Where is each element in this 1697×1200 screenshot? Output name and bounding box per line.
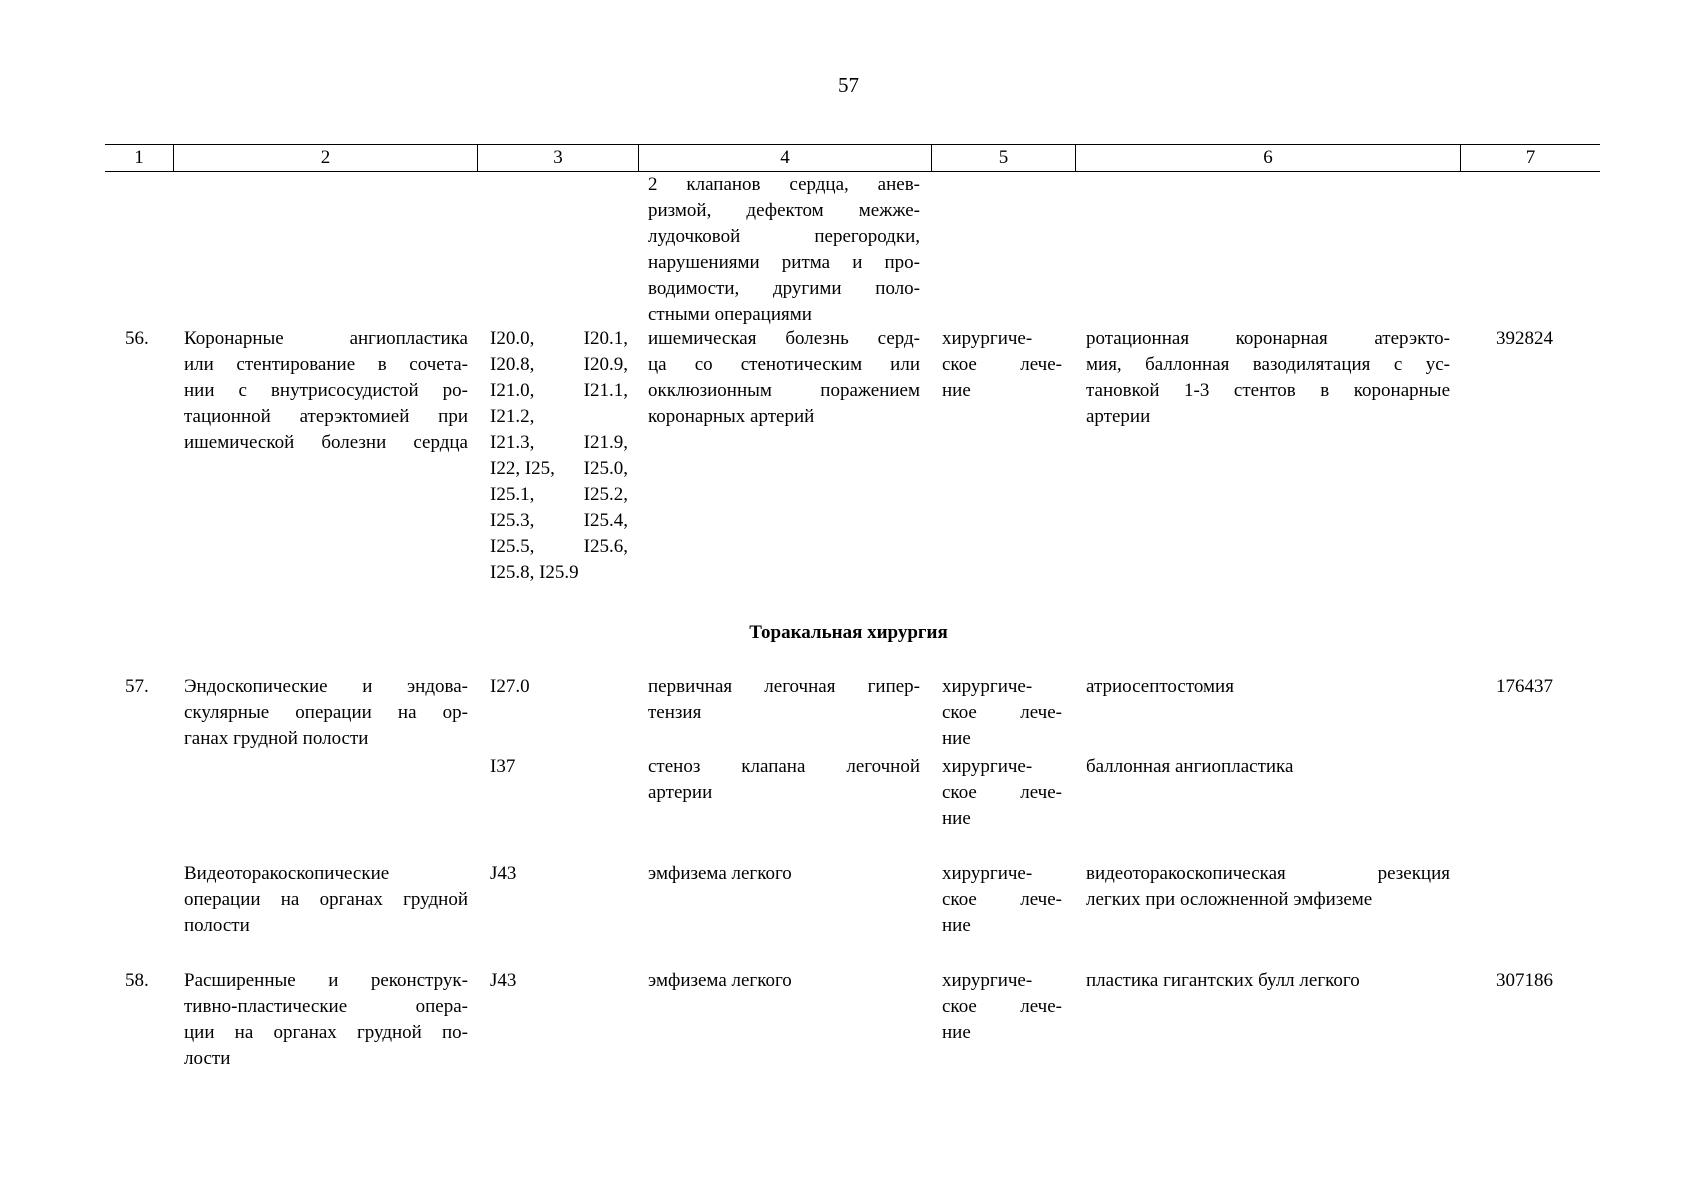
text-line: первичная легочная гипер- — [648, 676, 920, 697]
text-line: ца со стенотическим или — [648, 354, 920, 375]
care-type-name — [184, 326, 468, 456]
icd-code: J43 — [490, 970, 517, 991]
column-header-6: 6 — [1263, 147, 1273, 168]
text-line: ишемической болезни сердца — [184, 432, 468, 453]
text-line: легких при осложненной эмфиземе — [1086, 889, 1373, 910]
row-number: 56. — [125, 328, 149, 349]
text-line: ишемическая болезнь серд- — [648, 328, 920, 349]
text-line: стными операциями — [648, 304, 812, 325]
text-line: тационной атерэктомией при — [184, 406, 468, 427]
column-header-2: 2 — [320, 147, 331, 168]
code-line: I20.8, I20.9, — [490, 354, 628, 375]
treatment-type — [942, 861, 1062, 939]
code-line: I21.3, I21.9, — [490, 432, 628, 453]
care-type-name — [184, 861, 468, 939]
cost-value: 307186 — [1496, 970, 1553, 991]
text-line: Эндоскопические и эндова- — [184, 676, 468, 697]
text-line: ции на органах грудной по- — [184, 1022, 468, 1043]
text-line: хирургиче- — [942, 328, 1033, 349]
text-line: ние — [942, 380, 971, 401]
care-type-name — [184, 968, 468, 1072]
code-line: I20.0, I20.1, — [490, 328, 628, 349]
text-line: скулярные операции на ор- — [184, 702, 468, 723]
text-line: лости — [184, 1048, 231, 1069]
patient-model: эмфизема легкого — [648, 970, 792, 991]
text-line: хирургиче- — [942, 676, 1033, 697]
icd-code: I27.0 — [490, 676, 530, 697]
treatment-type — [942, 326, 1062, 404]
code-line: I25.5, I25.6, — [490, 536, 628, 557]
text-line: ние — [942, 915, 971, 936]
text-line: ское лече- — [942, 782, 1062, 803]
row-number: 57. — [125, 676, 149, 697]
text-line: тивно-пластические опера- — [184, 996, 468, 1017]
treatment-type — [942, 674, 1062, 752]
page-number: 57 — [838, 73, 859, 97]
text-line: ние — [942, 728, 971, 749]
section-heading: Торакальная хирургия — [749, 622, 948, 643]
code-line: I22, I25, I25.0, — [490, 458, 628, 479]
code-line: I25.3, I25.4, — [490, 510, 628, 531]
cost-value: 392824 — [1496, 328, 1553, 349]
text-line: полости — [184, 915, 250, 936]
text-line: ское лече- — [942, 354, 1062, 375]
row-number: 58. — [125, 970, 149, 991]
treatment-method: баллонная ангиопластика — [1086, 756, 1294, 777]
column-header-3: 3 — [553, 147, 563, 168]
icd-code: J43 — [490, 863, 517, 884]
text-line: ское лече- — [942, 702, 1062, 723]
patient-model — [648, 754, 920, 806]
patient-model: эмфизема легкого — [648, 863, 792, 884]
text-line: стеноз клапана легочной — [648, 756, 920, 777]
code-line: I25.8, I25.9 — [490, 562, 579, 583]
text-line: хирургиче- — [942, 756, 1033, 777]
text-line: Коронарные ангиопластика — [184, 328, 468, 349]
text-line: хирургиче- — [942, 863, 1033, 884]
text-line: операции на органах грудной — [184, 889, 468, 910]
text-line: водимости, другими поло- — [648, 278, 920, 299]
treatment-method — [1086, 326, 1450, 430]
text-line: ское лече- — [942, 889, 1062, 910]
column-header-1: 1 — [134, 147, 144, 168]
text-line: артерии — [648, 782, 713, 803]
treatment-type — [942, 754, 1062, 832]
text-line: артерии — [1086, 406, 1151, 427]
text-line: Видеоторакоскопические — [184, 863, 390, 884]
code-line: I21.2, — [490, 406, 535, 427]
icd-code: I37 — [490, 756, 516, 777]
text-line: коронарных артерий — [648, 406, 815, 427]
text-line: мия, баллонная вазодилятация с ус- — [1086, 354, 1450, 375]
treatment-method — [1086, 861, 1450, 913]
text-line: тензия — [648, 702, 702, 723]
text-line: 2 клапанов сердца, анев- — [648, 174, 920, 195]
continued-model-text — [648, 172, 920, 328]
text-line: или стентирование в сочета- — [184, 354, 468, 375]
cost-value: 176437 — [1496, 676, 1553, 697]
patient-model — [648, 326, 920, 430]
text-line: ротационная коронарная атерэкто- — [1086, 328, 1450, 349]
patient-model — [648, 674, 920, 726]
text-line: ское лече- — [942, 996, 1062, 1017]
text-line: окклюзионным поражением — [648, 380, 920, 401]
text-line: тановкой 1-3 стентов в коронарные — [1086, 380, 1450, 401]
text-line: ганах грудной полости — [184, 728, 369, 749]
text-line: хирургиче- — [942, 970, 1033, 991]
text-line: лудочковой перегородки, — [648, 226, 920, 247]
column-header-5: 5 — [998, 147, 1009, 168]
text-line: ние — [942, 808, 971, 829]
icd-codes — [490, 326, 628, 586]
text-line: ние — [942, 1022, 971, 1043]
text-line: видеоторакоскопическая резекция — [1086, 863, 1450, 884]
treatment-method: атриосептостомия — [1086, 676, 1234, 697]
text-line: Расширенные и реконструк- — [184, 970, 468, 991]
column-header-7: 7 — [1525, 147, 1536, 168]
code-line: I25.1, I25.2, — [490, 484, 628, 505]
column-header-4: 4 — [780, 147, 790, 168]
treatment-type — [942, 968, 1062, 1046]
care-type-name — [184, 674, 468, 752]
text-line: нии с внутрисосудистой ро- — [184, 380, 468, 401]
treatment-method: пластика гигантских булл легкого — [1086, 970, 1360, 991]
text-line: ризмой, дефектом межже- — [648, 200, 920, 221]
code-line: I21.0, I21.1, — [490, 380, 628, 401]
text-line: нарушениями ритма и про- — [648, 252, 920, 273]
